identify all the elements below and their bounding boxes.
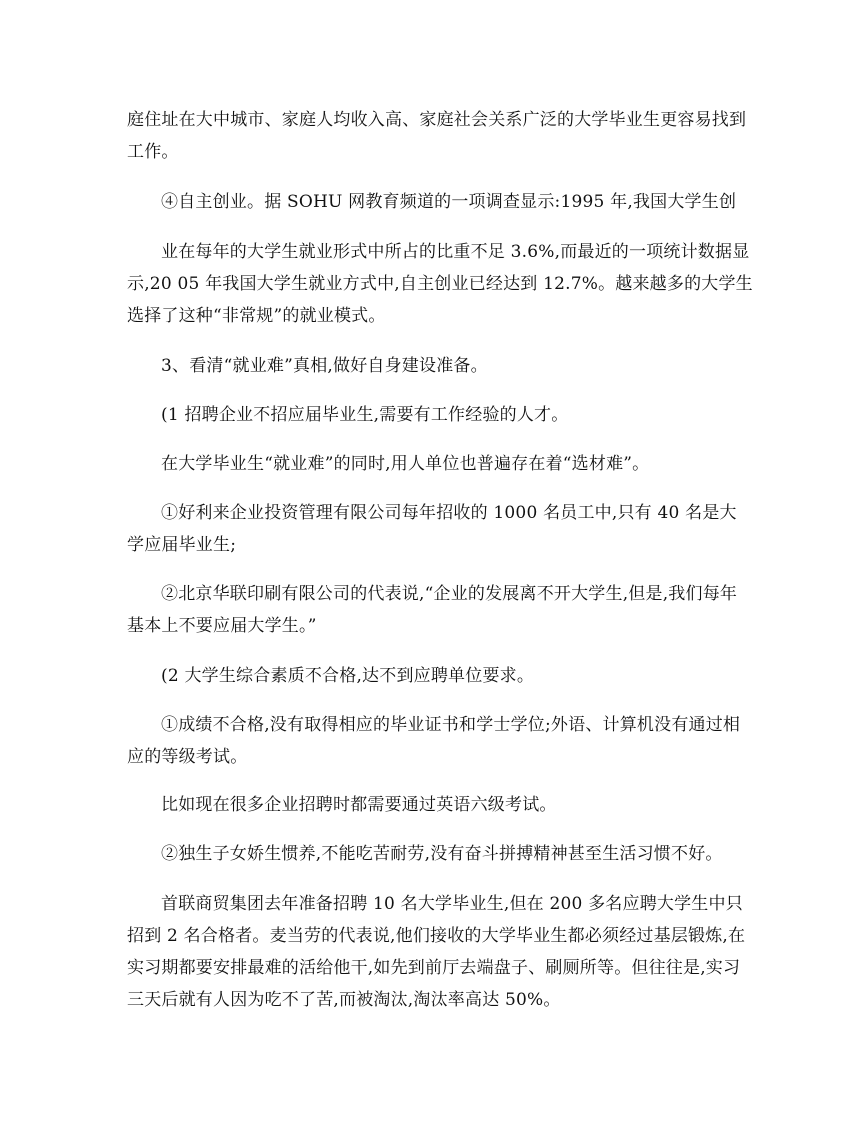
paragraph-grades: ①成绩不合格,没有取得相应的毕业证书和学士学位;外语、计算机没有通过相应的等级考试。 [127, 715, 741, 767]
paragraph-self-employment-stats: 业在每年的大学生就业形式中所占的比重不足 3.6%,而最近的一项统计数据显示,20 05 年我国大学生就业方式中,自主创业已经达到 12.7%。越来越多的大学生选择了这种“非常规”的就业模式。 [127, 242, 753, 326]
heading-point-1: (1 招聘企业不招应届毕业生,需要有工作经验的人才。 [161, 405, 569, 425]
paragraph-family-background: 庭住址在大中城市、家庭人均收入高、家庭社会关系广泛的大学毕业生更容易找到工作。 [127, 110, 747, 162]
paragraph-recruitment-example: 首联商贸集团去年准备招聘 10 名大学毕业生,但在 200 多名应聘大学生中只招到 2 名合格者。麦当劳的代表说,他们接收的大学毕业生都必须经过基层锻炼,在实习期都要安排最难的活给他干,如先到前厅去端盘子、刷厕所等。但往往是,实习三天后就有人因为吃不了苦,而被淘汰,淘汰率高达 50%。 [127, 894, 746, 1010]
heading-point-2: (2 大学生综合素质不合格,达不到应聘单位要求。 [161, 666, 535, 686]
heading-section-3: 3、看清“就业难”真相,做好自身建设准备。 [161, 356, 488, 376]
paragraph-example-hualian: ②北京华联印刷有限公司的代表说,“企业的发展离不开大学生,但是,我们每年基本上不要应届大学生。” [127, 584, 738, 636]
paragraph-only-child: ②独生子女娇生惯养,不能吃苦耐劳,没有奋斗拼搏精神甚至生活习惯不好。 [161, 844, 723, 864]
paragraph-self-employment-intro: ④自主创业。据 SOHU 网教育频道的一项调查显示:1995 年,我国大学生创 [161, 192, 737, 212]
paragraph-talent-shortage: 在大学毕业生“就业难”的同时,用人单位也普遍存在着“选材难”。 [161, 454, 650, 474]
paragraph-english-exam: 比如现在很多企业招聘时都需要通过英语六级考试。 [161, 795, 557, 815]
paragraph-example-haoliai: ①好利来企业投资管理有限公司每年招收的 1000 名员工中,只有 40 名是大学应届毕业生; [127, 503, 737, 555]
